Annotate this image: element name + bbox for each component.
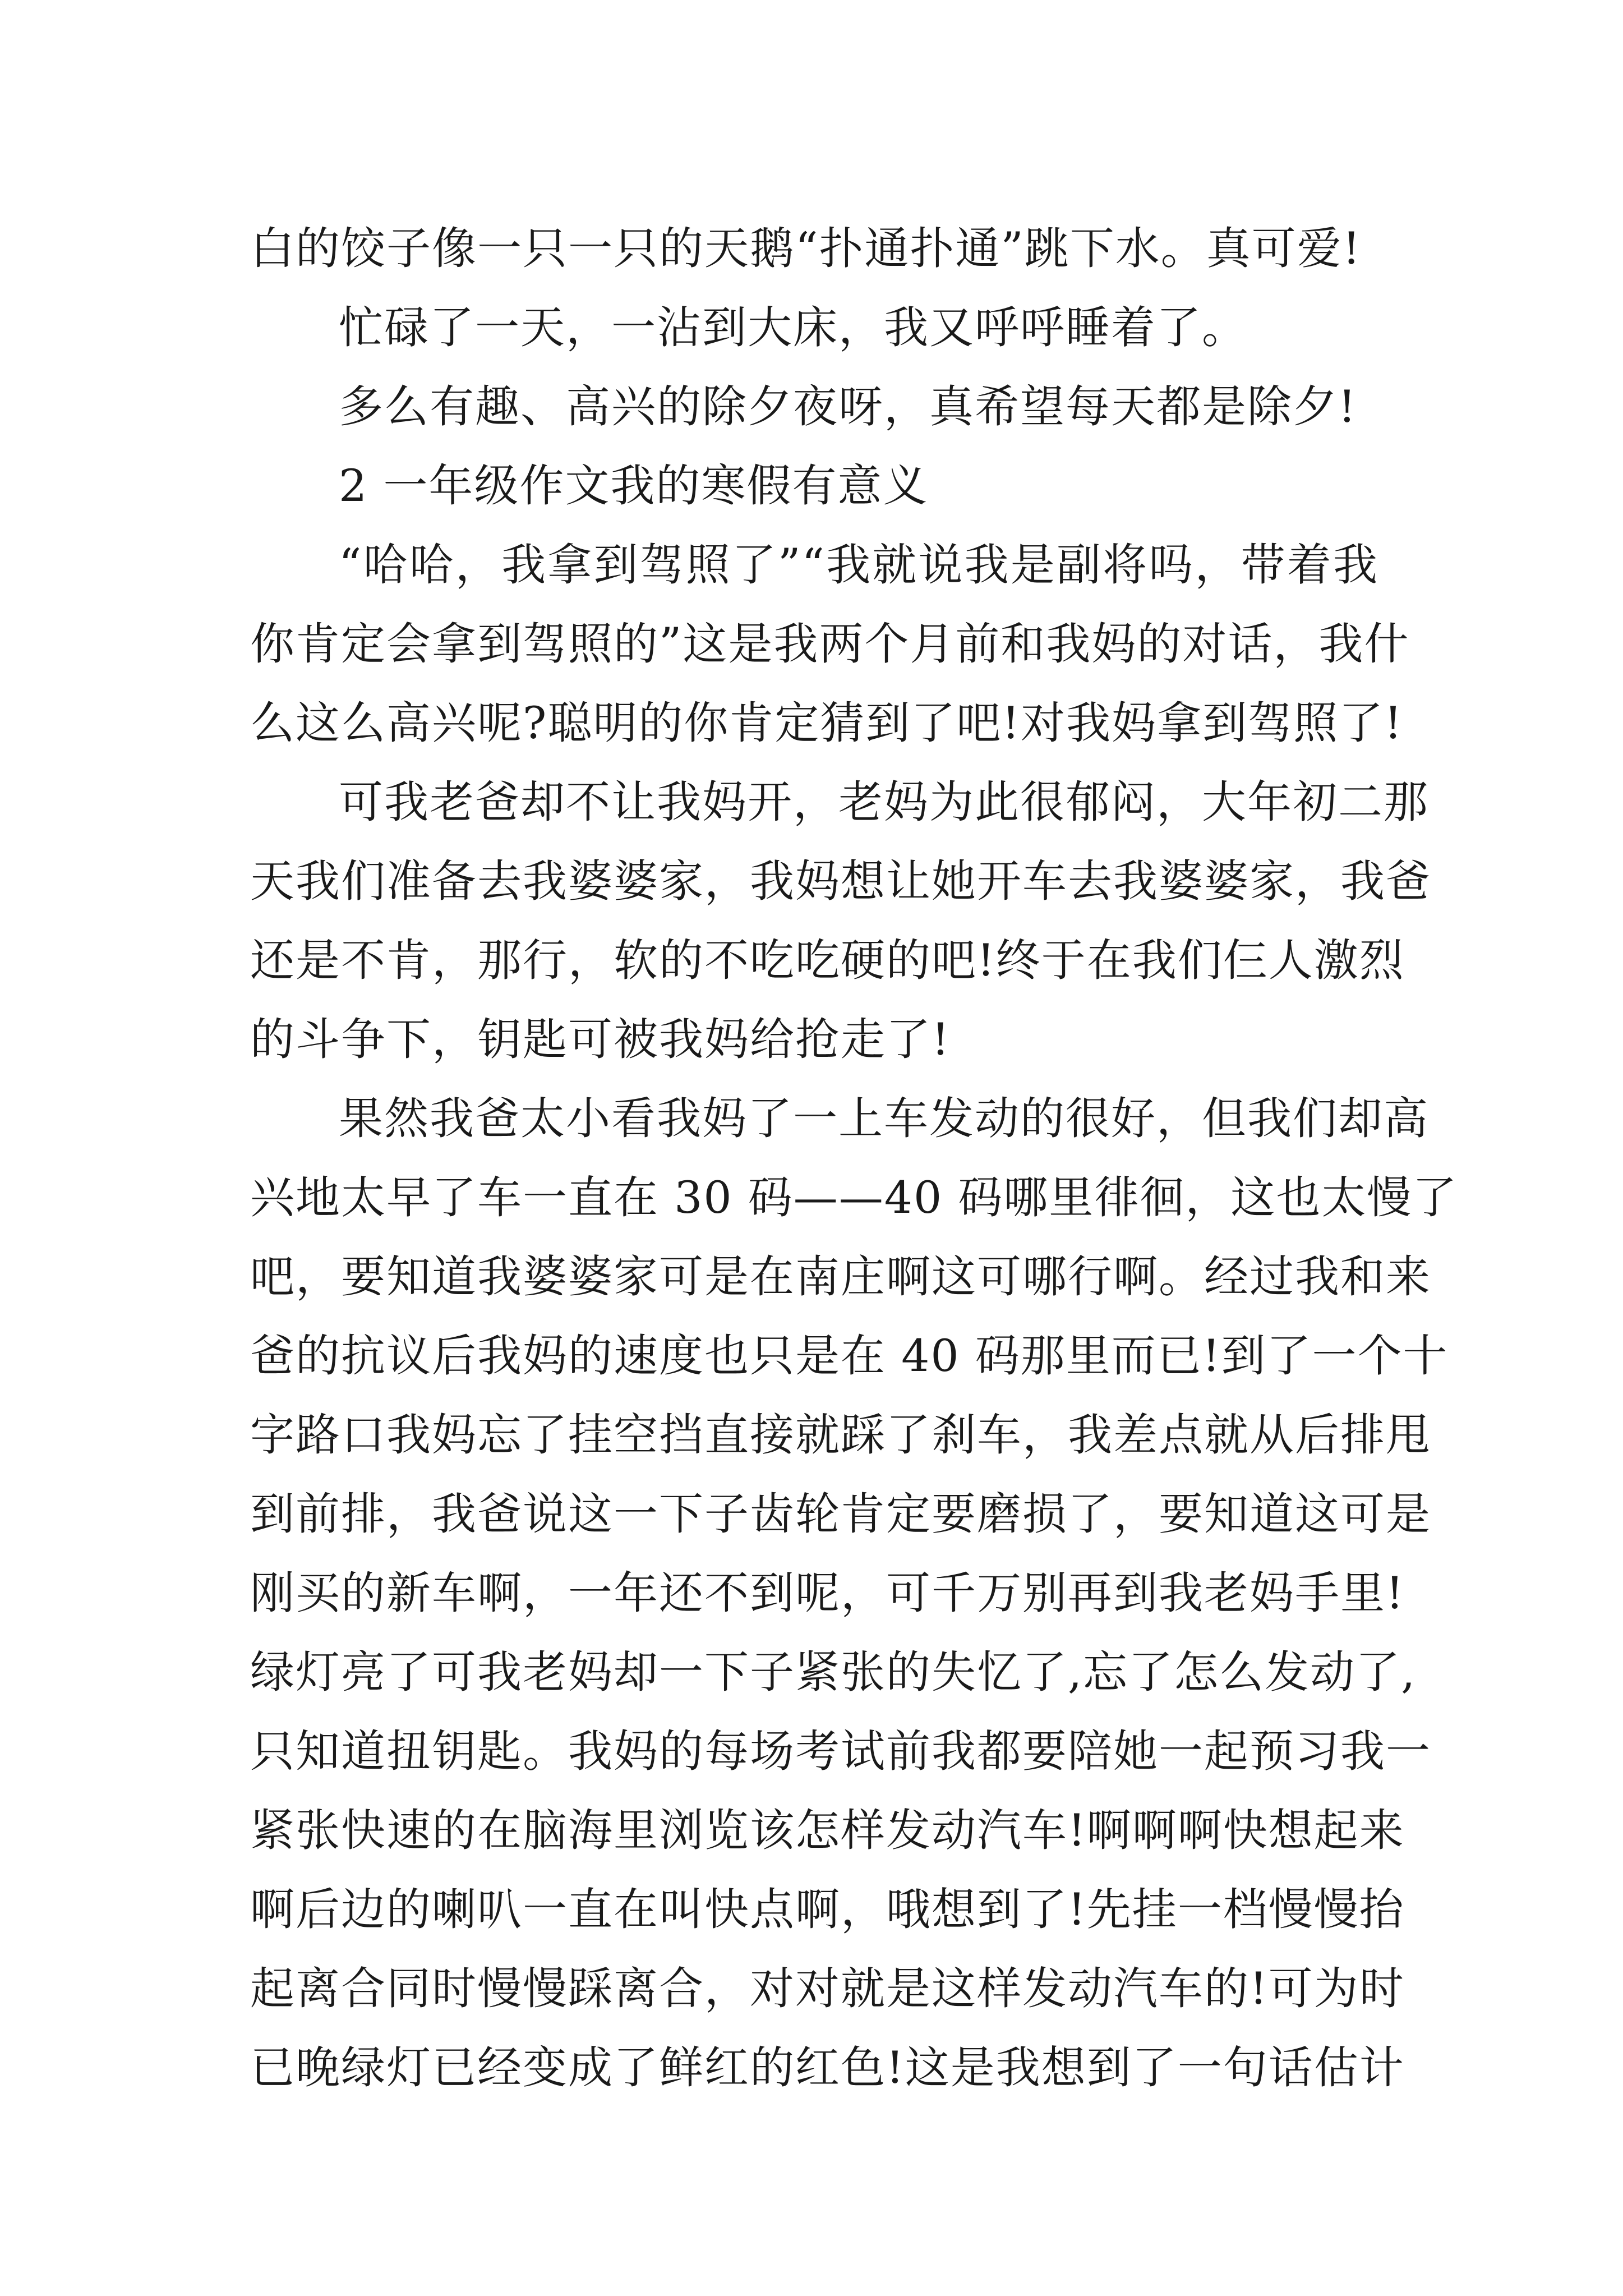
text-line: 还是不肯，那行，软的不吃吃硬的吧!终于在我们仨人激烈	[250, 935, 1405, 986]
text-line: 已晚绿灯已经变成了鲜红的红色!这是我想到了一句话估计	[250, 2042, 1405, 2093]
text-line: 忙碌了一天，一沾到大床，我又呼呼睡着了。	[339, 302, 1247, 353]
body-text	[250, 209, 1458, 2108]
text-line: 可我老爸却不让我妈开，老妈为此很郁闷，大年初二那	[339, 776, 1429, 828]
text-line: 2 一年级作文我的寒假有意义	[339, 460, 929, 512]
text-line: 到前排，我爸说这一下子齿轮肯定要磨损了，要知道这可是	[250, 1488, 1431, 1540]
text-line: 只知道扭钥匙。我妈的每场考试前我都要陪她一起预习我一	[250, 1726, 1431, 1777]
text-line: 么这么高兴呢?聪明的你肯定猜到了吧!对我妈拿到驾照了!	[250, 697, 1403, 749]
text-line: 爸的抗议后我妈的速度也只是在 40 码那里而已!到了一个十	[250, 1330, 1449, 1382]
text-line: 果然我爸太小看我妈了一上车发动的很好，但我们却高	[339, 1093, 1429, 1144]
text-line: 你肯定会拿到驾照的”这是我两个月前和我妈的对话，我什	[250, 618, 1410, 670]
text-line: 刚买的新车啊，一年还不到呢，可千万别再到我老妈手里!	[250, 1567, 1405, 1619]
text-line: 多么有趣、高兴的除夕夜呀，真希望每天都是除夕!	[339, 381, 1357, 432]
text-line: 字路口我妈忘了挂空挡直接就踩了刹车，我差点就从后排甩	[250, 1409, 1431, 1461]
text-line: “哈哈，我拿到驾照了”“我就说我是副将吗，带着我	[339, 539, 1378, 591]
text-line: 啊后边的喇叭一直在叫快点啊，哦想到了!先挂一档慢慢抬	[250, 1884, 1405, 1935]
text-line: 天我们准备去我婆婆家，我妈想让她开车去我婆婆家，我爸	[250, 855, 1431, 907]
text-line: 绿灯亮了可我老妈却一下子紧张的失忆了,忘了怎么发动了,	[250, 1646, 1417, 1698]
text-line: 紧张快速的在脑海里浏览该怎样发动汽车!啊啊啊快想起来	[250, 1805, 1405, 1856]
text-line: 吧，要知道我婆婆家可是在南庄啊这可哪行啊。经过我和来	[250, 1251, 1431, 1303]
text-line: 兴地太早了车一直在 30 码——40 码哪里徘徊，这也太慢了	[250, 1172, 1458, 1223]
text-line: 的斗争下，钥匙可被我妈给抢走了!	[250, 1014, 951, 1065]
text-line: 起离合同时慢慢踩离合，对对就是这样发动汽车的!可为时	[250, 1963, 1405, 2014]
text-line: 白的饺子像一只一只的天鹅“扑通扑通”跳下水。真可爱!	[250, 223, 1362, 274]
